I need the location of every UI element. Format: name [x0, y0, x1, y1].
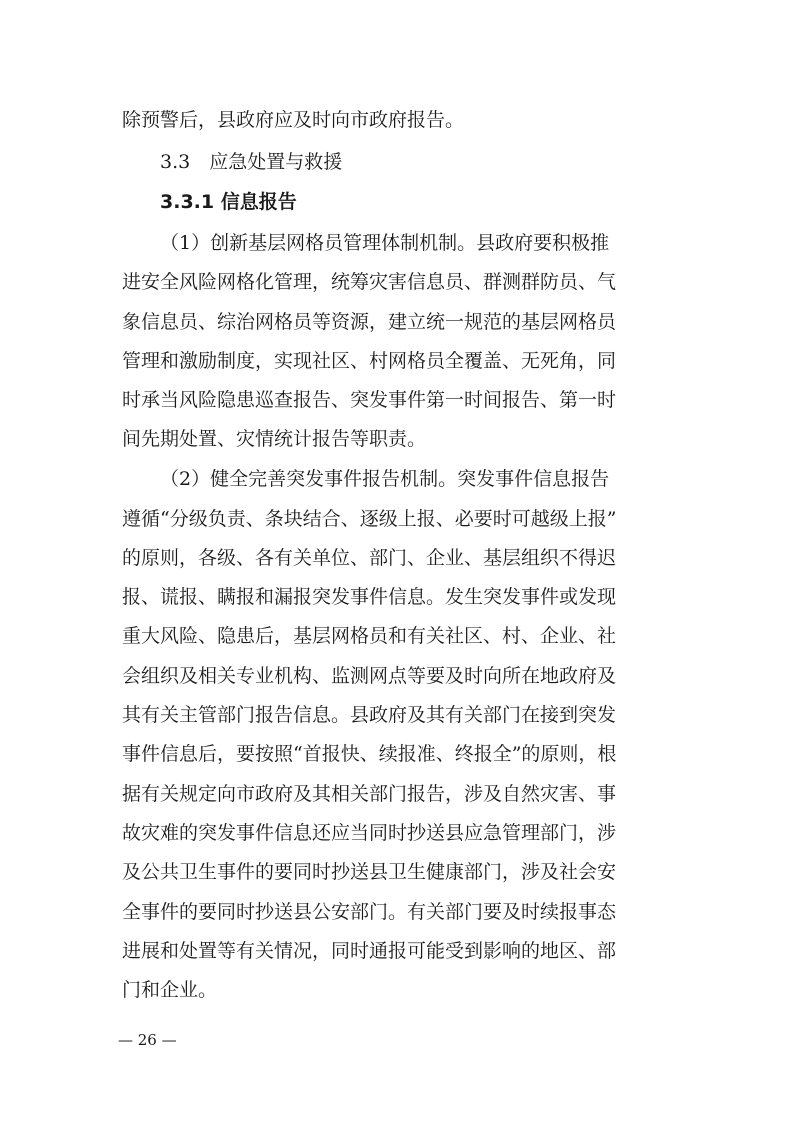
text-line: 及公共卫生事件的要同时抄送县卫生健康部门，涉及社会安	[122, 861, 617, 883]
text-line: 重大风险、隐患后，基层网格员和有关社区、村、企业、社	[122, 625, 617, 647]
page-number: — 26 —	[118, 1031, 177, 1049]
subsection-heading: 3.3.1 信息报告	[160, 191, 297, 213]
paragraph-first-line: （2）健全完善突发事件报告机制。突发事件信息报告	[160, 468, 610, 490]
text-line: 的原则，各级、各有关单位、部门、企业、基层组织不得迟	[122, 547, 617, 569]
text-line: 管理和激励制度，实现社区、村网格员全覆盖、无死角，同	[122, 350, 617, 372]
text-line: 门和企业。	[122, 979, 218, 1001]
text-line: 其有关主管部门报告信息。县政府及其有关部门在接到突发	[122, 704, 617, 726]
text-line: 遵循“分级负责、条块结合、逐级上报、必要时可越级上报”	[122, 508, 617, 530]
text-line: 报、谎报、瞒报和漏报突发事件信息。发生突发事件或发现	[122, 586, 617, 608]
section-heading: 3.3 应急处置与救援	[160, 151, 343, 173]
text-line: 据有关规定向市政府及其相关部门报告，涉及自然灾害、事	[122, 783, 617, 805]
text-line: 会组织及相关专业机构、监测网点等要及时向所在地政府及	[122, 665, 617, 687]
text-line: 故灾难的突发事件信息还应当同时抄送县应急管理部门，涉	[122, 822, 617, 844]
text-line: 间先期处置、灾情统计报告等职责。	[122, 428, 427, 450]
paragraph-first-line: （1）创新基层网格员管理体制机制。县政府要积极推	[160, 232, 610, 254]
text-line: 全事件的要同时抄送县公安部门。有关部门要及时续报事态	[122, 901, 617, 923]
text-line: 象信息员、综治网格员等资源，建立统一规范的基层网格员	[122, 311, 617, 333]
text-line: 事件信息后，要按照“首报快、续报准、终报全”的原则，根	[122, 743, 617, 765]
text-line: 时承当风险隐患巡查报告、突发事件第一时间报告、第一时	[122, 389, 617, 411]
text-line: 进展和处置等有关情况，同时通报可能受到影响的地区、部	[122, 940, 617, 962]
text-line: 除预警后，县政府应及时向市政府报告。	[122, 109, 465, 131]
text-line: 进安全风险网格化管理，统筹灾害信息员、群测群防员、气	[122, 271, 617, 293]
